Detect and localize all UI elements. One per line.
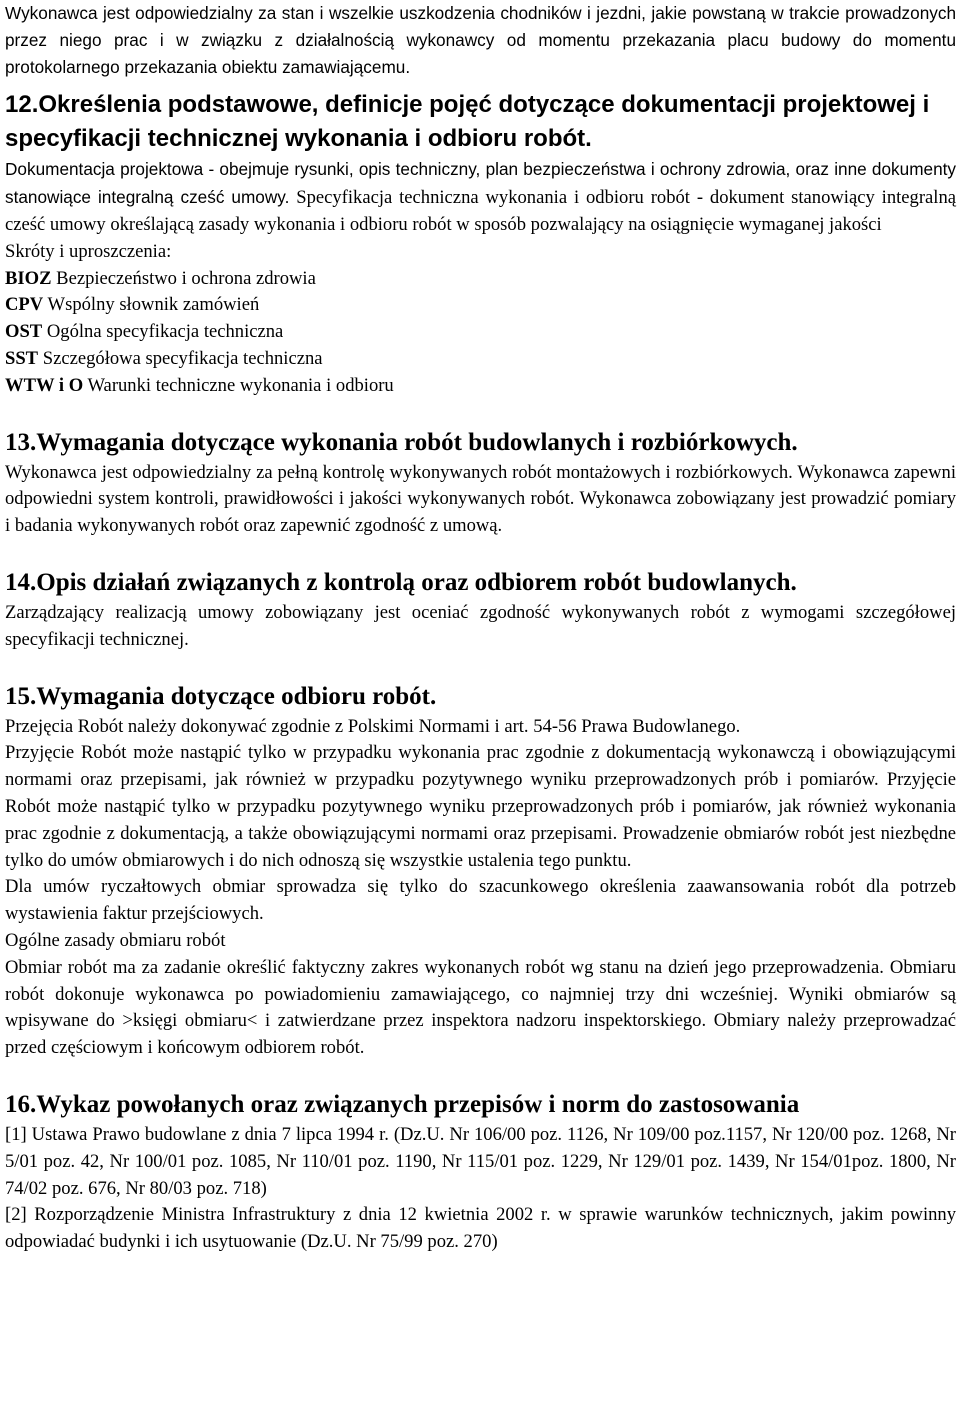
abbreviations-title: Skróty i uproszczenia: (5, 240, 172, 262)
abbreviation-desc: Ogólna specyfikacja techniczna (42, 321, 284, 343)
abbreviation-desc: Warunki techniczne wykonania i odbioru (83, 374, 394, 396)
section-12-heading: 12.Określenia podstawowe, definicje pojęć dotyczące dokumentacji projektowej i specyfikacji technicznej wykonania i odbioru robót. (5, 91, 930, 153)
spacer (5, 654, 956, 680)
abbreviation-desc: Bezpieczeństwo i ochrona zdrowia (51, 267, 316, 289)
section-14-heading: 14.Opis działań związanych z kontrolą oraz odbiorem robót budowlanych. (5, 568, 797, 596)
abbreviation-code: SST (5, 347, 39, 369)
abbreviation-item (5, 292, 956, 319)
reference-1: [1] Ustawa Prawo budowlane z dnia 7 lipca 1994 r. (Dz.U. Nr 106/00 poz. 1126, Nr 109/00 poz.1157, Nr 120/00 poz. 1268, Nr 5/01 poz. 42, Nr 100/01 poz. 1085, Nr 110/01 poz. 1190, Nr 115/01 poz. 1229, Nr 129/01 poz. 1439, Nr 154/01poz. 1800, Nr 74/02 poz. 676, Nr 80/03 poz. 718) (5, 1123, 956, 1199)
definition-dokumentacja: Dokumentacja projektowa - obejmuje rysunki, opis techniczny, plan bezpieczeństwa i ochrony zdrowia, oraz inne dokumenty stanowiące integralną cześć umowy. (5, 159, 956, 208)
abbreviation-code: OST (5, 321, 43, 343)
spacer (5, 1062, 956, 1088)
abbreviations-list (5, 266, 956, 400)
section-16-heading: 16.Wykaz powołanych oraz związanych przepisów i norm do zastosowania (5, 1090, 800, 1118)
abbreviation-code: WTW i O (5, 374, 84, 396)
definition-specyfikacja: Specyfikacja techniczna wykonania i odbioru robót - dokument stanowiący integralną cześć umowy określającą zasady wykonania i odbioru robót w sposób pozwalający na osiągnięcie wymaganej jakości (5, 187, 956, 235)
abbreviation-item (5, 373, 956, 400)
section-15-paragraph-2: Przyjęcie Robót może nastąpić tylko w przypadku wykonania prac zgodnie z dokumentacją wykonawczą i obowiązującymi normami oraz przepisami, jak również w przypadku pozytywnego wyniku przeprowadzonych prób i pomiarów. Przyjęcie Robót może nastąpić tylko w przypadku pozytywnego wyniku przeprowadzonych prób i pomiarów, jak również wykonania prac zgodnie z dokumentacją, a także obowiązującymi normami oraz przepisami. Prowadzenie obmiarów robót jest niezbędne tylko do umów obmiarowych i do nich odnoszą się wszystkie ustalenia tego punktu. (5, 742, 956, 871)
abbreviation-desc: Szczegółowa specyfikacja techniczna (38, 347, 323, 369)
spacer (5, 540, 956, 566)
abbreviation-desc: Wspólny słownik zamówień (43, 294, 260, 316)
intro-paragraph: Wykonawca jest odpowiedzialny za stan i wszelkie uszkodzenia chodników i jezdni, jakie powstaną w trakcie prowadzonych przez niego prac i w związku z działalnością wykonawcy od momentu przekazania placu budowy do momentu protokolarnego przekazania obiektu zamawiającemu. (5, 3, 956, 77)
section-13-heading: 13.Wymagania dotyczące wykonania robót budowlanych i rozbiórkowych. (5, 428, 798, 456)
section-12-definitions (5, 156, 956, 238)
reference-2: [2] Rozporządzenie Ministra Infrastruktury z dnia 12 kwietnia 2002 r. w sprawie warunków technicznych, jakim powinny odpowiadać budynki i ich usytuowanie (Dz.U. Nr 75/99 poz. 270) (5, 1204, 956, 1253)
abbreviation-item (5, 266, 956, 293)
spacer (5, 400, 956, 426)
section-15-subheading: Ogólne zasady obmiaru robót (5, 929, 226, 951)
section-15-paragraph-5: Obmiar robót ma za zadanie określić faktyczny zakres wykonanych robót wg stanu na dzień jego przeprowadzenia. Obmiaru robót dokonuje wykonawca po powiadomieniu zamawiającego, co najmniej trzy dni wcześniej. Wyniki obmiarów są wpisywane do >księgi obmiaru< i zatwierdzane przez inspektora nadzoru inspektorskiego. Obmiary należy przeprowadzać przed częściowym i końcowym odbiorem robót. (5, 956, 956, 1059)
abbreviation-item (5, 319, 956, 346)
section-15-paragraph-1: Przejęcia Robót należy dokonywać zgodnie z Polskimi Normami i art. 54-56 Prawa Budowlanego. (5, 715, 741, 737)
abbreviation-code: BIOZ (5, 267, 52, 289)
section-15-heading: 15.Wymagania dotyczące odbioru robót. (5, 682, 437, 710)
abbreviation-code: CPV (5, 294, 44, 316)
abbreviation-item (5, 346, 956, 373)
section-14-text: Zarządzający realizacją umowy zobowiązany jest oceniać zgodność wykonywanych robót z wymogami szczegółowej specyfikacji technicznej. (5, 601, 956, 650)
spacer (5, 80, 956, 88)
section-13-text: Wykonawca jest odpowiedzialny za pełną kontrolę wykonywanych robót montażowych i rozbiórkowych. Wykonawca zapewni odpowiedni system kontroli, prawidłowości i jakości wykonywanych robót. Wykonawca zobowiązany jest prowadzić pomiary i badania wykonywanych robót oraz zapewnić zgodność z umową. (5, 461, 956, 537)
section-15-paragraph-3: Dla umów ryczałtowych obmiar sprowadza się tylko do szacunkowego określenia zaawansowania robót dla potrzeb wystawienia faktur przejściowych. (5, 876, 956, 925)
